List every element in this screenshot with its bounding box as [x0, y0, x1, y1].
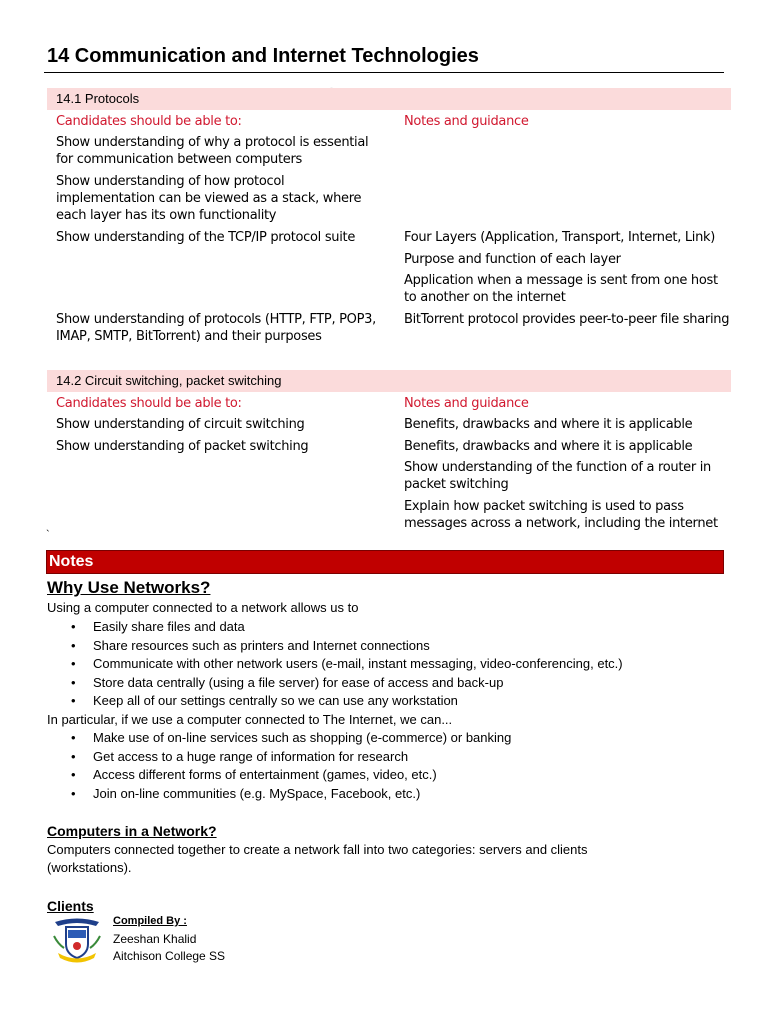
why-intro: Using a computer connected to a network allows us to [47, 600, 359, 615]
switching-guidance: Explain how packet switching is used to pass messages across a network, including the internet [404, 499, 718, 531]
switching-requirement: Show understanding of packet switching [56, 439, 309, 454]
author-name: Zeeshan Khalid [113, 932, 197, 946]
switching-guidance: Show understanding of the function of a router in packet switching [404, 460, 711, 492]
stray-mark: ` [46, 529, 50, 541]
switching-requirement: Show understanding of circuit switching [56, 417, 305, 432]
protocol-guidance: Application when a message is sent from one host to another on the internet [404, 273, 718, 305]
list-item: • Communicate with other network users (e-mail, instant messaging, video-conferencing, etc.) [47, 655, 727, 674]
clients-heading: Clients [47, 898, 94, 914]
why-networks-heading: Why Use Networks? [47, 578, 211, 597]
col-heading-candidates: Candidates should be able to: [56, 114, 242, 129]
col-heading-candidates: Candidates should be able to: [56, 396, 242, 411]
section-header-switching: 14.2 Circuit switching, packet switching [47, 370, 731, 392]
list-item: • Share resources such as printers and Internet connections [47, 637, 727, 656]
list-item: • Store data centrally (using a file server) for ease of access and back-up [47, 674, 727, 693]
computers-text-line1: Computers connected together to create a network fall into two categories: servers and clients [47, 842, 588, 857]
author-institution: Aitchison College SS [113, 949, 226, 963]
author-credit [113, 931, 225, 965]
protocol-requirement: Show understanding of the TCP/IP protocol suite [56, 230, 356, 245]
internet-intro: In particular, if we use a computer connected to The Internet, we can... [47, 712, 453, 727]
school-crest-icon [52, 916, 102, 966]
section-header-protocols: 14.1 Protocols [47, 88, 731, 110]
compiled-by-label: Compiled By : [113, 915, 187, 927]
list-item: • Get access to a huge range of information for research [47, 748, 727, 767]
title-rule [44, 72, 724, 73]
list-item: • Make use of on-line services such as shopping (e-commerce) or banking [47, 729, 727, 748]
computers-heading: Computers in a Network? [47, 823, 217, 839]
switching-guidance: Benefits, drawbacks and where it is applicable [404, 417, 693, 432]
list-item: • Easily share files and data [47, 618, 727, 637]
page-title: 14 Communication and Internet Technologies [47, 45, 479, 67]
protocol-guidance: Purpose and function of each layer [404, 252, 621, 267]
protocol-guidance: BitTorrent protocol provides peer-to-peer file sharing [404, 312, 730, 327]
col-heading-notes: Notes and guidance [404, 114, 529, 129]
notes-banner: Notes [46, 550, 724, 574]
list-item: • Join on-line communities (e.g. MySpace, Facebook, etc.) [47, 785, 727, 804]
list-item: • Keep all of our settings centrally so we can use any workstation [47, 692, 727, 711]
switching-guidance: Benefits, drawbacks and where it is applicable [404, 439, 693, 454]
list-item: • Access different forms of entertainment (games, video, etc.) [47, 766, 727, 785]
protocol-requirement: Show understanding of why a protocol is essential for communication between computers [56, 135, 369, 167]
protocol-guidance: Four Layers (Application, Transport, Internet, Link) [404, 230, 716, 245]
internet-bullet-list [47, 729, 727, 803]
col-heading-notes: Notes and guidance [404, 396, 529, 411]
protocol-requirement: Show understanding of how protocol implementation can be viewed as a stack, where each layer has its own functionality [56, 174, 362, 223]
why-bullet-list [47, 618, 727, 711]
protocol-requirement: Show understanding of protocols (HTTP, FTP, POP3, IMAP, SMTP, BitTorrent) and their purposes [56, 312, 376, 344]
computers-text-line2: (workstations). [47, 860, 132, 875]
